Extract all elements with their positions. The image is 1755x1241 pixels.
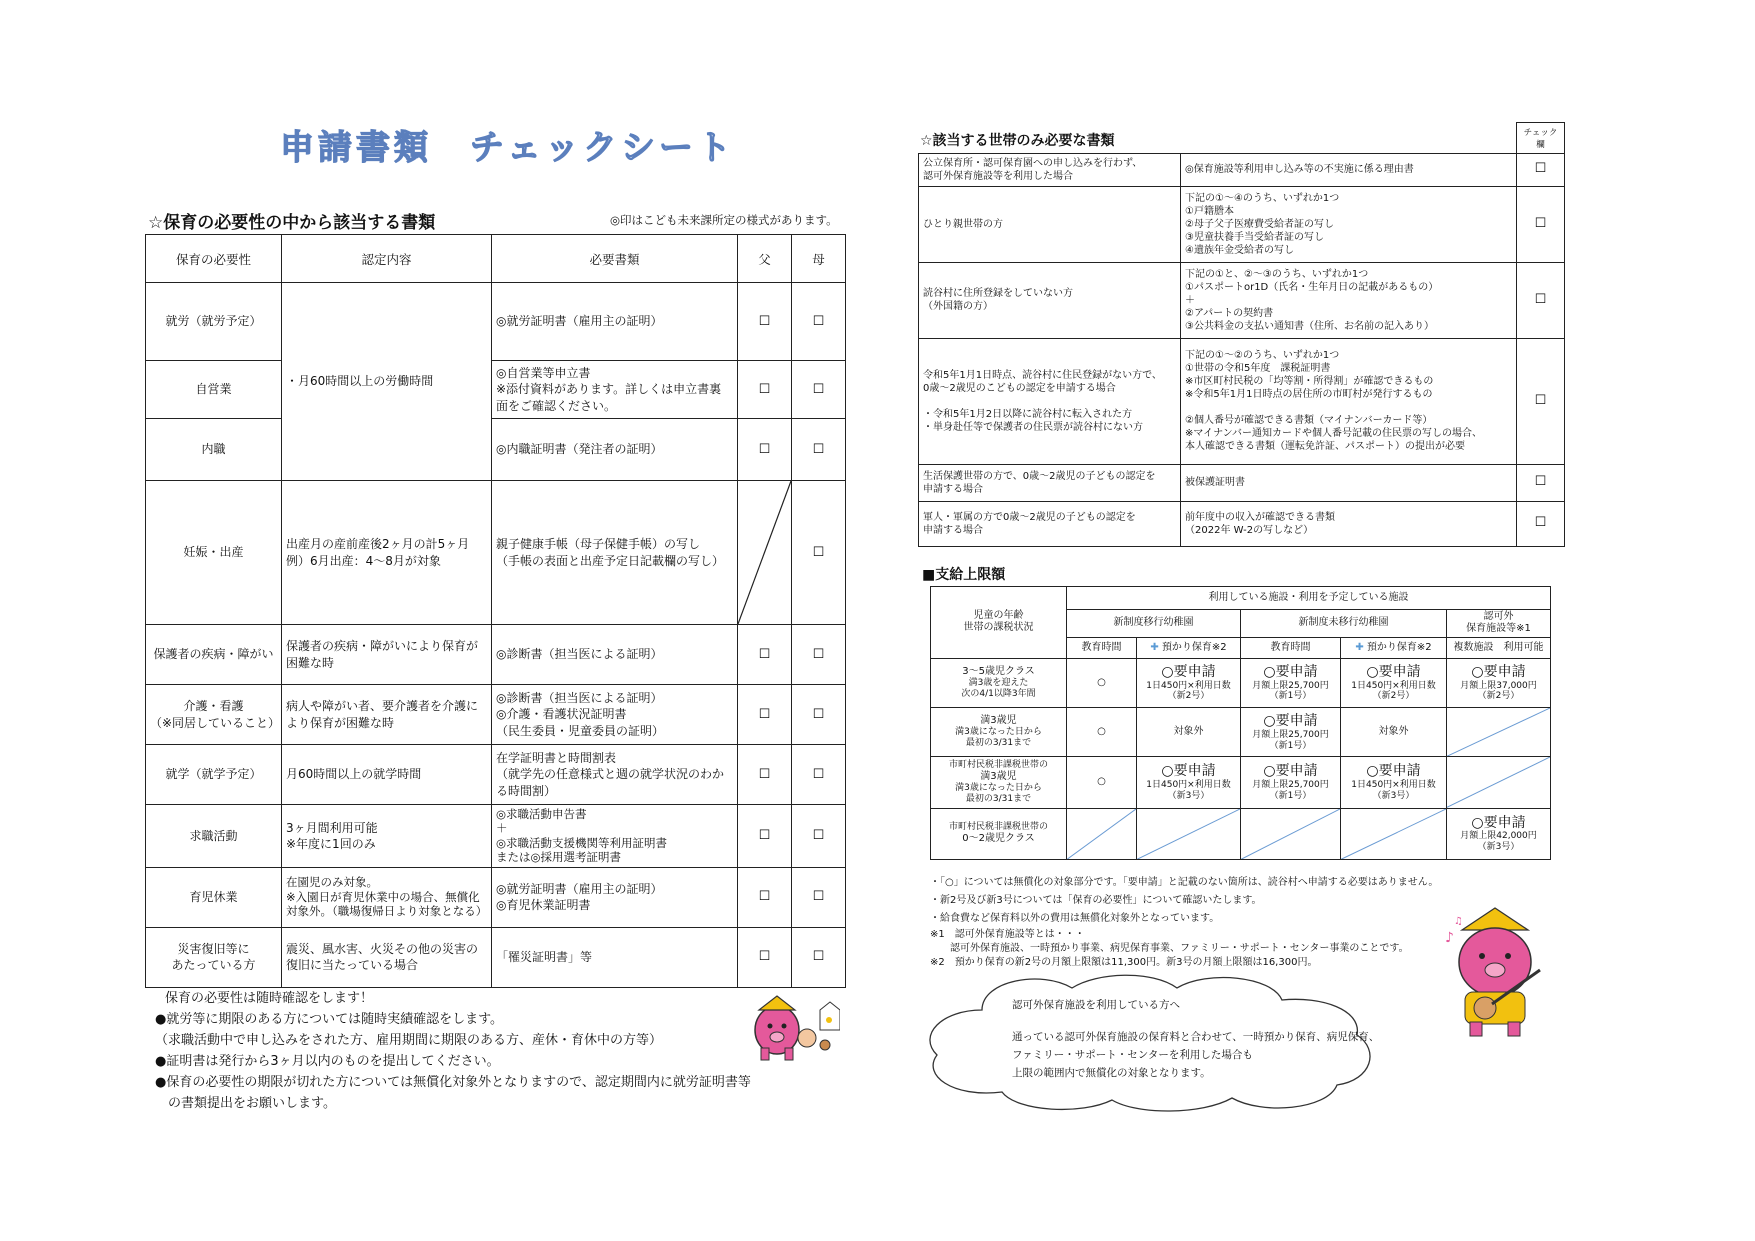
note-line: ※1 認可外保育施設等とは・・・ bbox=[930, 929, 1085, 940]
note-line: 認可外保育施設、一時預かり事業、病児保育事業、ファミリー・サポート・センター事業のことです。 bbox=[930, 943, 1409, 954]
checkbox[interactable]: ☐ bbox=[812, 441, 825, 457]
check-column-header: チェック欄 bbox=[1517, 123, 1565, 154]
not-applicable-cell bbox=[1067, 808, 1137, 859]
checkbox[interactable]: ☐ bbox=[812, 381, 825, 397]
page-title: 申請書類 チェックシート bbox=[280, 128, 735, 168]
table-row: 介護・看護 （※同居していること） 病人や障がい者、要介護者を介護により保育が困難な時 ◎診断書（担当医による証明） ◎介護・看護状況証明書 （民生委員・児童委員の証明） ☐ ☐ bbox=[146, 685, 846, 745]
unlicensed-header: 認可外 保育施設等※1 bbox=[1447, 609, 1551, 638]
deposit-header: ✚ 預かり保育※2 bbox=[1341, 638, 1447, 659]
checkbox[interactable]: ☐ bbox=[1534, 515, 1547, 531]
checkbox[interactable]: ☐ bbox=[812, 706, 825, 722]
left-section-title: ☆保育の必要性の中から該当する書類 bbox=[148, 213, 436, 233]
note-line: （求職活動中で申し込みをされた方、雇用期間に期限のある方、産休・育休中の方等） bbox=[155, 1033, 663, 1048]
note-line: ・「○」については無償化の対象部分です。「要申請」と記載のない箇所は、読谷村へ申請する必要はありません。 bbox=[930, 877, 1439, 888]
mascot-sanshin-illustration bbox=[1440, 900, 1550, 1040]
col-header-content: 認定内容 bbox=[282, 235, 492, 283]
checkbox[interactable]: ☐ bbox=[758, 441, 771, 457]
note-line: ・新2号及び新3号については「保育の必要性」について確認いたします。 bbox=[930, 895, 1262, 906]
table-row: 保護者の疾病・障がい 保護者の疾病・障がいにより保育が困難な時 ◎診断書（担当医による証明） ☐ ☐ bbox=[146, 625, 846, 685]
checkbox[interactable]: ☐ bbox=[1534, 215, 1547, 231]
not-applicable-cell bbox=[1241, 808, 1341, 859]
deposit-header: ✚ 預かり保育※2 bbox=[1137, 638, 1241, 659]
household-table bbox=[918, 122, 1565, 547]
table-row: 就労（就労予定） ・月60時間以上の労働時間 ◎就労証明書（雇用主の証明） ☐ ☐ bbox=[146, 283, 846, 361]
col-header-docs: 必要書類 bbox=[492, 235, 738, 283]
table-row: 災害復旧等に あたっている方 震災、風水害、火災その他の災害の復旧に当たっている場合 「罹災証明書」等 ☐ ☐ bbox=[146, 927, 846, 987]
col-header-need: 保育の必要性 bbox=[146, 235, 282, 283]
checkbox[interactable]: ☐ bbox=[758, 313, 771, 329]
checkbox[interactable]: ☐ bbox=[758, 766, 771, 782]
table-row: 令和5年1月1日時点、読谷村に住民登録がない方で、 0歳～2歳児のこどもの認定を申請する場合 ・令和5年1月2日以降に読谷村に転入された方 ・単身赴任等で保護者の住民票が読谷村にない方 下記の①～②のうち、いずれか1つ ①世帯の令和5年度 課税証明書 ※市区町村民税の「均等割・所得割」が確認できるもの ※令和5年1月1日時点の居住所の市町村が発行するもの ②個人番号が確認できる書類（マイナンバーカード等） ※マイナンバー通知カードや個人番号記載の住民票の写しの場合、 本人確認できる書類（運転免許証、パスポート）の提出が必要 ☐ bbox=[919, 339, 1565, 465]
checkbox[interactable]: ☐ bbox=[1534, 292, 1547, 308]
checkbox[interactable]: ☐ bbox=[758, 706, 771, 722]
multiple-facility-header: 複数施設 利用可能 bbox=[1447, 638, 1551, 659]
form-note: ◎印はこども未来課所定の様式があります。 bbox=[610, 213, 838, 227]
edu-time-header: 教育時間 bbox=[1067, 638, 1137, 659]
limit-section-title: ■支給上限額 bbox=[922, 567, 1006, 583]
note-line: ●就労等に期限のある方については随時実績確認をします。 bbox=[155, 1012, 504, 1027]
cloud-title: 認可外保育施設を利用している方へ bbox=[1012, 999, 1180, 1011]
col-header-mother: 母 bbox=[792, 235, 846, 283]
svg-text:♫: ♫ bbox=[1454, 916, 1463, 927]
note-line: ※2 預かり保育の新2号の月額上限額は11,300円。新3号の月額上限額は16,300円。 bbox=[930, 957, 1318, 968]
edu-time-header: 教育時間 bbox=[1241, 638, 1341, 659]
checkbox[interactable]: ☐ bbox=[758, 827, 771, 843]
plus-icon: ✚ bbox=[1150, 642, 1159, 654]
checkbox[interactable]: ☐ bbox=[758, 646, 771, 662]
table-row: 3～5歳児クラス 満3歳を迎えた 次の4/1以降3年間 ○ ○要申請 1日450円×利用日数 （新2号） ○要申請 月額上限25,700円 （新1号） ○要申請 1日450円×利用日数 （新2号） ○要申請 月額上限37,000円 （新2号） bbox=[931, 658, 1551, 707]
table-row: 満3歳児 満3歳になった日から 最初の3/31まで ○ 対象外 ○要申請 月額上限25,700円 （新1号） 対象外 bbox=[931, 708, 1551, 757]
not-applicable-cell bbox=[738, 481, 792, 625]
left-notes bbox=[155, 988, 751, 1114]
checkbox[interactable]: ☐ bbox=[812, 544, 825, 560]
not-applicable-cell bbox=[1137, 808, 1241, 859]
note-line: の書類提出をお願いします。 bbox=[155, 1096, 336, 1111]
new-kindergarten-header: 新制度移行幼稚園 bbox=[1067, 609, 1241, 638]
limit-table bbox=[930, 586, 1551, 860]
cloud-line: ファミリー・サポート・センターを利用した場合も bbox=[1012, 1049, 1253, 1061]
note-line: ●保育の必要性の期限が切れた方については無償化対象外となりますので、認定期間内に就労証明書等 bbox=[155, 1075, 751, 1090]
table-row: ひとり親世帯の方 下記の①～④のうち、いずれか1つ ①戸籍謄本 ②母子父子医療費受給者証の写し ③児童扶養手当受給者証の写し ④遺族年金受給者の写し ☐ bbox=[919, 186, 1565, 262]
table-row: 読谷村に住所登録をしていない方 （外国籍の方） 下記の①と、②～③のうち、いずれか1つ ①パスポートor1D（氏名・生年月日の記載があるもの） ＋ ②アパートの契約書 ③公共料金の支払い通知書（住所、お名前の記入あり） ☐ bbox=[919, 262, 1565, 338]
table-row: 軍人・軍属の方で0歳～2歳児の子どもの認定を 申請する場合 前年度中の収入が確認できる書類 （2022年 W-2の写しなど） ☐ bbox=[919, 501, 1565, 546]
svg-text:♪: ♪ bbox=[1445, 930, 1454, 946]
note-line: ●証明書は発行から3ヶ月以内のものを提出してください。 bbox=[155, 1054, 500, 1069]
table-row: 公立保育所・認可保育園への申し込みを行わず、 認可外保育施設等を利用した場合 ◎保育施設等利用申し込み等の不実施に係る理由書 ☐ bbox=[919, 153, 1565, 186]
checkbox[interactable]: ☐ bbox=[812, 646, 825, 662]
plus-icon: ✚ bbox=[1355, 642, 1364, 654]
limit-notes bbox=[930, 874, 1438, 970]
checkbox[interactable]: ☐ bbox=[812, 889, 825, 905]
note-line: 保育の必要性は随時確認をします！ bbox=[165, 991, 374, 1006]
cloud-line: 通っている認可外保育施設の保育料と合わせて、一時預かり保育、病児保育、 bbox=[1012, 1031, 1380, 1043]
table-row: 妊娠・出産 出産月の産前産後2ヶ月の計5ヶ月 例）6月出産：4～8月が対象 親子健康手帳（母子保健手帳）の写し （手帳の表面と出産予定日記載欄の写し） ☐ bbox=[146, 481, 846, 625]
table-row: 市町村民税非課税世帯の 満3歳児 満3歳になった日から 最初の3/31まで ○ ○要申請 1日450円×利用日数 （新3号） ○要申請 月額上限25,700円 （新1号） ○要申請 1日450円×利用日数 （新3号） bbox=[931, 757, 1551, 808]
checkbox[interactable]: ☐ bbox=[812, 766, 825, 782]
checkbox[interactable]: ☐ bbox=[1534, 161, 1547, 177]
col-header-father: 父 bbox=[738, 235, 792, 283]
checkbox[interactable]: ☐ bbox=[758, 949, 771, 965]
checkbox[interactable]: ☐ bbox=[812, 949, 825, 965]
table-row: 市町村民税非課税世帯の 0～2歳児クラス ○要申請 月額上限42,000円 （新3号） bbox=[931, 808, 1551, 859]
checkbox[interactable]: ☐ bbox=[812, 827, 825, 843]
mascot-running-illustration bbox=[745, 990, 840, 1065]
cloud-line: 上限の範囲内で無償化の対象となります。 bbox=[1012, 1067, 1211, 1079]
note-line: ・給食費など保育料以外の費用は無償化対象外となっています。 bbox=[930, 913, 1220, 924]
table-row: 自営業 ◎自営業等申立書 ※添付資料があります。詳しくは申立書裏面をご確認ください。 ☐ ☐ bbox=[146, 361, 846, 419]
table-row: 就学（就学予定） 月60時間以上の就学時間 在学証明書と時間割表 （就学先の任意様式と週の就学状況のわかる時間割） ☐ ☐ bbox=[146, 745, 846, 805]
necessity-table bbox=[145, 234, 846, 988]
checkbox[interactable]: ☐ bbox=[758, 381, 771, 397]
not-applicable-cell bbox=[1447, 757, 1551, 808]
table-row: 求職活動 3ヶ月間利用可能 ※年度に1回のみ ◎求職活動申告書 ＋ ◎求職活動支援機関等利用証明書 または◎採用選考証明書 ☐ ☐ bbox=[146, 805, 846, 868]
checkbox[interactable]: ☐ bbox=[812, 313, 825, 329]
checkbox[interactable]: ☐ bbox=[1534, 392, 1547, 408]
right-section-title: ☆該当する世帯のみ必要な書類 bbox=[920, 133, 1115, 149]
age-header: 児童の年齢 世帯の課税状況 bbox=[931, 587, 1067, 659]
not-applicable-cell bbox=[1447, 708, 1551, 757]
not-applicable-cell bbox=[1341, 808, 1447, 859]
non-new-kindergarten-header: 新制度未移行幼稚園 bbox=[1241, 609, 1447, 638]
table-row: 内職 ◎内職証明書（発注者の証明） ☐ ☐ bbox=[146, 419, 846, 481]
table-row: 育児休業 在園児のみ対象。 ※入園日が育児休業中の場合、無償化対象外。（職場復帰日より対象となる） ◎就労証明書（雇用主の証明） ◎育児休業証明書 ☐ ☐ bbox=[146, 867, 846, 927]
checkbox[interactable]: ☐ bbox=[758, 889, 771, 905]
work-content: ・月60時間以上の労働時間 bbox=[282, 283, 492, 481]
checkbox[interactable]: ☐ bbox=[1534, 474, 1547, 490]
facility-header: 利用している施設・利用を予定している施設 bbox=[1067, 587, 1551, 610]
table-row: 生活保護世帯の方で、0歳～2歳児の子どもの認定を 申請する場合 被保護証明書 ☐ bbox=[919, 464, 1565, 501]
